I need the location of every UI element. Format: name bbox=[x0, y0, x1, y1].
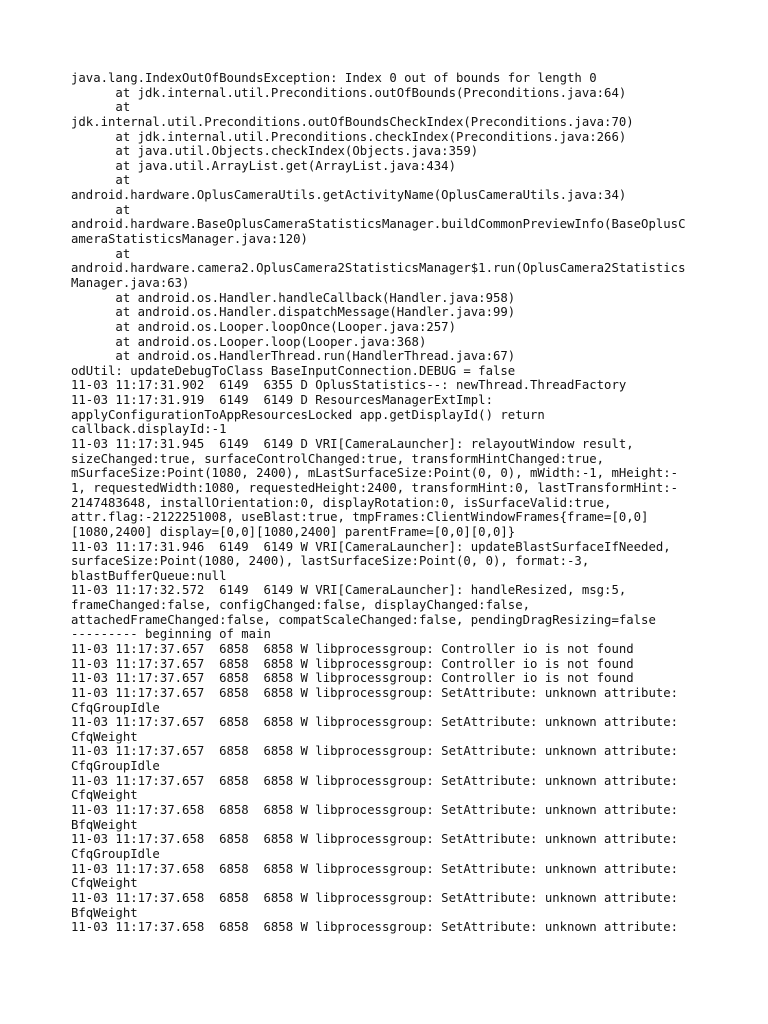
log-line: 11-03 11:17:37.657 6858 6858 W libprocessgroup: SetAttribute: unknown attribute: bbox=[71, 773, 679, 788]
log-line: java.lang.IndexOutOfBoundsException: Index 0 out of bounds for length 0 bbox=[71, 71, 597, 85]
log-line: surfaceSize:Point(1080, 2400), lastSurfaceSize:Point(0, 0), format:-3, bbox=[71, 554, 590, 569]
log-line: sizeChanged:true, surfaceControlChanged:true, transformHintChanged:true, bbox=[71, 451, 605, 466]
log-line: blastBufferQueue:null bbox=[71, 568, 227, 583]
log-line: 11-03 11:17:31.919 6149 6149 D ResourcesManagerExtImpl: bbox=[71, 393, 493, 408]
log-line: 11-03 11:17:37.657 6858 6858 W libprocessgroup: Controller io is not found bbox=[71, 671, 634, 686]
log-line: at java.util.Objects.checkIndex(Objects.java:359) bbox=[71, 144, 479, 159]
log-line: jdk.internal.util.Preconditions.outOfBoundsCheckIndex(Preconditions.java:70) bbox=[71, 114, 634, 129]
log-line: mSurfaceSize:Point(1080, 2400), mLastSurfaceSize:Point(0, 0), mWidth:-1, mHeight:- bbox=[71, 466, 679, 481]
log-line: 11-03 11:17:37.657 6858 6858 W libprocessgroup: Controller io is not found bbox=[71, 641, 634, 656]
log-line: android.hardware.BaseOplusCameraStatisticsManager.buildCommonPreviewInfo(BaseOplusC bbox=[71, 217, 686, 232]
log-line: ameraStatisticsManager.java:120) bbox=[71, 232, 308, 247]
log-line: at android.os.HandlerThread.run(HandlerThread.java:67) bbox=[71, 349, 516, 364]
log-line: applyConfigurationToAppResourcesLocked app.getDisplayId() return bbox=[71, 407, 545, 422]
log-line: at android.os.Looper.loopOnce(Looper.java:257) bbox=[71, 319, 456, 334]
log-line: 11-03 11:17:32.572 6149 6149 W VRI[CameraLauncher]: handleResized, msg:5, bbox=[71, 583, 627, 598]
log-line: 11-03 11:17:31.945 6149 6149 D VRI[CameraLauncher]: relayoutWindow result, bbox=[71, 437, 634, 452]
log-line: CfqWeight bbox=[71, 729, 138, 744]
log-line: at android.os.Handler.handleCallback(Handler.java:958) bbox=[71, 290, 516, 305]
log-line: 2147483648, installOrientation:0, displayRotation:0, isSurfaceValid:true, bbox=[71, 495, 612, 510]
log-line: [1080,2400] display=[0,0][1080,2400] parentFrame=[0,0][0,0]} bbox=[71, 524, 516, 539]
log-line: 11-03 11:17:37.658 6858 6858 W libprocessgroup: SetAttribute: unknown attribute: bbox=[71, 832, 679, 847]
log-line: frameChanged:false, configChanged:false, displayChanged:false, bbox=[71, 598, 531, 613]
log-line: 11-03 11:17:37.657 6858 6858 W libprocessgroup: SetAttribute: unknown attribute: bbox=[71, 744, 679, 759]
log-line: at jdk.internal.util.Preconditions.checkIndex(Preconditions.java:266) bbox=[71, 129, 627, 144]
log-line: 11-03 11:17:37.658 6858 6858 W libprocessgroup: SetAttribute: unknown attribute: bbox=[71, 861, 679, 876]
log-line: at bbox=[71, 173, 131, 188]
log-line: at android.os.Looper.loop(Looper.java:368) bbox=[71, 334, 427, 349]
log-line: attachedFrameChanged:false, compatScaleChanged:false, pendingDragResizing=false bbox=[71, 612, 656, 627]
log-line: at bbox=[71, 100, 131, 115]
log-line: android.hardware.camera2.OplusCamera2StatisticsManager$1.run(OplusCamera2Statistics bbox=[71, 261, 686, 276]
log-line: CfqGroupIdle bbox=[71, 846, 160, 861]
log-line: Manager.java:63) bbox=[71, 275, 190, 290]
log-line: at bbox=[71, 202, 131, 217]
log-line: callback.displayId:-1 bbox=[71, 422, 227, 437]
log-line: 11-03 11:17:37.658 6858 6858 W libprocessgroup: SetAttribute: unknown attribute: bbox=[71, 803, 679, 818]
log-line: CfqGroupIdle bbox=[71, 700, 160, 715]
log-line: 11-03 11:17:31.946 6149 6149 W VRI[CameraLauncher]: updateBlastSurfaceIfNeeded, bbox=[71, 539, 671, 554]
log-line: at java.util.ArrayList.get(ArrayList.java:434) bbox=[71, 158, 456, 173]
log-line: 11-03 11:17:37.658 6858 6858 W libprocessgroup: SetAttribute: unknown attribute: bbox=[71, 920, 679, 935]
log-line: at bbox=[71, 246, 131, 261]
log-line: 11-03 11:17:31.902 6149 6355 D OplusStatistics--: newThread.ThreadFactory bbox=[71, 378, 627, 393]
log-line: --------- beginning of main bbox=[71, 627, 271, 642]
log-line: 11-03 11:17:37.657 6858 6858 W libprocessgroup: SetAttribute: unknown attribute: bbox=[71, 715, 679, 730]
log-line: at android.os.Handler.dispatchMessage(Handler.java:99) bbox=[71, 305, 516, 320]
log-line: 11-03 11:17:37.658 6858 6858 W libprocessgroup: SetAttribute: unknown attribute: bbox=[71, 890, 679, 905]
log-line: at jdk.internal.util.Preconditions.outOfBounds(Preconditions.java:64) bbox=[71, 85, 627, 100]
log-line: 1, requestedWidth:1080, requestedHeight:2400, transformHint:0, lastTransformHint:- bbox=[71, 480, 679, 495]
log-line: CfqWeight bbox=[71, 876, 138, 891]
log-line: CfqWeight bbox=[71, 788, 138, 803]
log-line: CfqGroupIdle bbox=[71, 759, 160, 774]
log-document bbox=[71, 71, 701, 935]
log-line: odUtil: updateDebugToClass BaseInputConnection.DEBUG = false bbox=[71, 363, 516, 378]
log-line: 11-03 11:17:37.657 6858 6858 W libprocessgroup: SetAttribute: unknown attribute: bbox=[71, 685, 679, 700]
log-line: attr.flag:-2122251008, useBlast:true, tmpFrames:ClientWindowFrames{frame=[0,0] bbox=[71, 510, 649, 525]
log-line: BfqWeight bbox=[71, 905, 138, 920]
log-line: 11-03 11:17:37.657 6858 6858 W libprocessgroup: Controller io is not found bbox=[71, 656, 634, 671]
log-line: BfqWeight bbox=[71, 817, 138, 832]
log-line: android.hardware.OplusCameraUtils.getActivityName(OplusCameraUtils.java:34) bbox=[71, 188, 627, 203]
